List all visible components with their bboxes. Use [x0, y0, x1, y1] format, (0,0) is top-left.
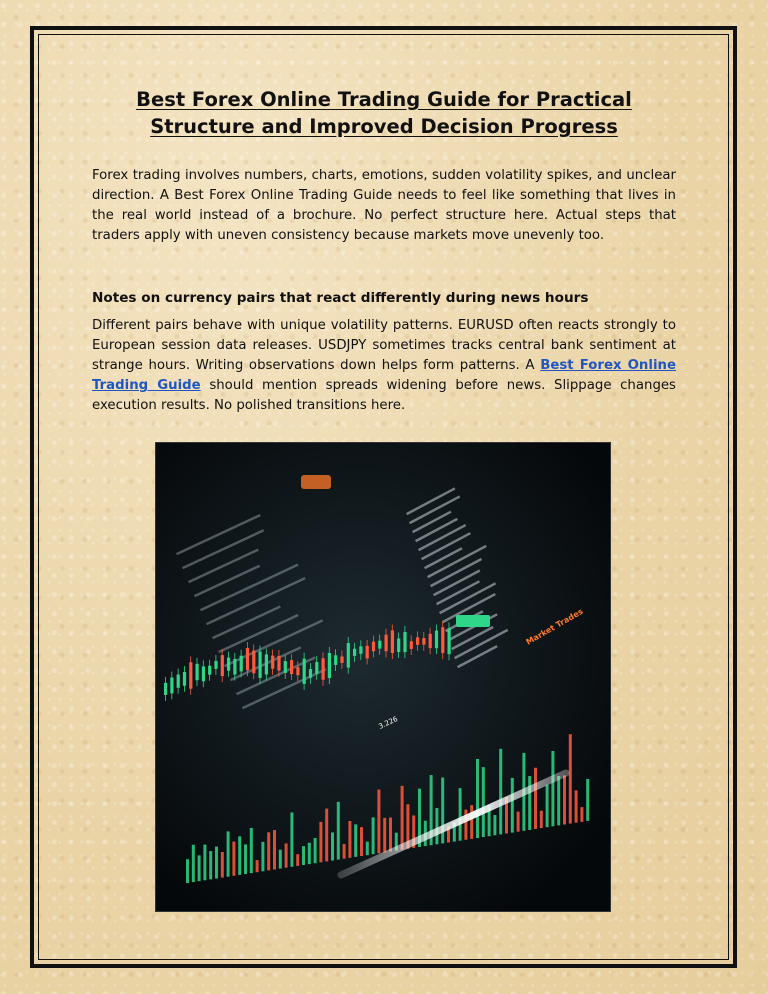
candle-body: [284, 661, 287, 673]
volume-bar: [383, 818, 386, 853]
price-label: 3.226: [377, 715, 400, 731]
volume-bar: [209, 851, 212, 879]
volume-bar: [563, 775, 566, 824]
volume-bar: [285, 843, 288, 867]
candle-body: [265, 654, 268, 674]
candle-body: [315, 662, 318, 674]
volume-bar: [325, 809, 328, 862]
candle-body: [347, 643, 350, 668]
volume-bar: [441, 778, 444, 844]
volume-bar: [389, 818, 392, 852]
volume-bar: [302, 846, 305, 865]
volume-bar: [203, 845, 206, 881]
volume-bar: [256, 860, 259, 872]
volume-bar: [517, 812, 520, 832]
volume-bar: [261, 842, 264, 871]
candle-body: [366, 646, 369, 659]
volume-bar: [343, 844, 346, 859]
candle-body: [202, 666, 205, 681]
volume-bar: [354, 824, 357, 857]
section-text-after-link: should mention spreads widening before news. Slippage changes execution results. No polished transitions here.: [92, 378, 676, 413]
volume-bar: [580, 807, 583, 822]
volume-bar: [470, 805, 473, 839]
trading-chart-photo: [155, 442, 611, 912]
volume-bar: [290, 812, 293, 866]
page-title-line-2: Structure and Improved Decision Progress: [150, 115, 618, 138]
volume-bar: [337, 802, 340, 860]
candle-body: [309, 669, 312, 678]
volume-bar: [314, 838, 317, 863]
candle-body: [214, 661, 217, 669]
volume-bar: [348, 821, 351, 858]
candle-body: [340, 656, 343, 662]
volume-bar: [366, 842, 369, 856]
candle-body: [196, 664, 199, 680]
volume-bar: [372, 817, 375, 854]
candle-body: [189, 662, 192, 688]
volume-bar: [511, 778, 514, 833]
candle-body: [271, 656, 274, 669]
section-text-before-link: Different pairs behave with unique volatility patterns. EURUSD often reacts strongly to European session data releases. USDJPY sometimes tracks central bank sentiment at strange hours. Writing observations down helps form patterns. A: [92, 318, 676, 373]
candle-body: [422, 638, 425, 645]
volume-bar: [279, 850, 282, 869]
candle-body: [359, 646, 362, 653]
candle-body: [290, 660, 293, 674]
candle-body: [328, 653, 331, 678]
volume-bar: [186, 859, 189, 883]
guide-link[interactable]: Best Forex Online Trading Guide: [92, 358, 677, 393]
candle-body: [303, 659, 306, 684]
volume-bar: [360, 827, 363, 856]
page-title-line-1: Best Forex Online Trading Guide for Practical: [136, 88, 632, 111]
candle-body: [429, 634, 432, 648]
candle-body: [353, 649, 356, 656]
volume-bar: [377, 790, 380, 854]
volume-bar: [476, 759, 479, 838]
candle-body: [372, 642, 375, 652]
green-price-badge: [456, 615, 490, 627]
volume-bar: [551, 751, 554, 826]
volume-bar: [319, 822, 322, 862]
candle-body: [183, 672, 186, 686]
volume-bar: [215, 847, 218, 879]
volume-bar: [557, 776, 560, 825]
volume-bar: [569, 734, 572, 823]
candle-body: [177, 675, 180, 688]
candle-body: [170, 678, 173, 694]
candle-body: [378, 641, 381, 649]
candle-body: [164, 683, 167, 695]
volume-bar: [273, 830, 276, 869]
candle-body: [221, 655, 224, 676]
candle-body: [410, 641, 413, 649]
volume-bar: [540, 811, 543, 828]
volume-bar: [192, 845, 195, 882]
candle-body: [233, 659, 236, 675]
volume-bar: [244, 844, 247, 874]
trading-chart-illustration: [156, 443, 610, 911]
photo-background: [156, 443, 610, 911]
volume-bar: [401, 786, 404, 850]
candle-body: [252, 650, 255, 673]
orange-badge: [301, 475, 331, 489]
volume-bar: [546, 785, 549, 827]
volume-bar: [227, 831, 230, 876]
volume-bar: [435, 808, 438, 844]
candle-body: [416, 637, 419, 645]
candle-body: [391, 630, 394, 653]
volume-bar: [238, 836, 241, 875]
volume-bar: [198, 855, 201, 881]
volume-bar: [459, 788, 462, 841]
volume-bar: [482, 767, 485, 837]
intro-paragraph: Forex trading involves numbers, charts, emotions, sudden volatility spikes, and unclear direction. A Best Forex Online Trading Guide needs to feel like something that lives in the real world instead of a brochure. No perfect structure here. Actual steps that traders apply with uneven consistency because markets move unevenly too.: [92, 168, 676, 243]
section-paragraph: [92, 316, 676, 416]
candle-body: [296, 667, 299, 675]
volume-bar: [493, 815, 496, 835]
volume-bar: [296, 854, 299, 866]
candle-body: [448, 628, 451, 654]
candle-body: [435, 631, 438, 649]
volume-bar: [586, 779, 589, 821]
volume-bar: [232, 842, 235, 876]
candle-body: [208, 666, 211, 675]
volume-bar: [267, 832, 270, 870]
volume-bar: [575, 790, 578, 822]
page-title: [80, 86, 688, 140]
candle-body: [240, 656, 243, 672]
candle-body: [403, 632, 406, 652]
volume-bar: [250, 828, 253, 873]
volume-bar: [308, 843, 311, 864]
candle-body: [385, 635, 388, 652]
volume-bar: [528, 776, 531, 830]
volume-bar: [331, 832, 334, 860]
candle-body: [397, 638, 400, 651]
volume-bar: [499, 749, 502, 835]
candle-body: [246, 648, 249, 670]
candle-body: [334, 655, 337, 665]
candle-body: [227, 658, 230, 671]
candle-body: [259, 652, 262, 678]
candle-body: [322, 658, 325, 680]
market-trades-label: Market Trades: [524, 606, 585, 647]
candle-body: [277, 656, 280, 671]
volume-bar: [534, 768, 537, 829]
volume-bar: [221, 852, 224, 878]
section-heading: Notes on currency pairs that react differently during news hours: [92, 290, 589, 306]
candle-body: [441, 627, 444, 653]
